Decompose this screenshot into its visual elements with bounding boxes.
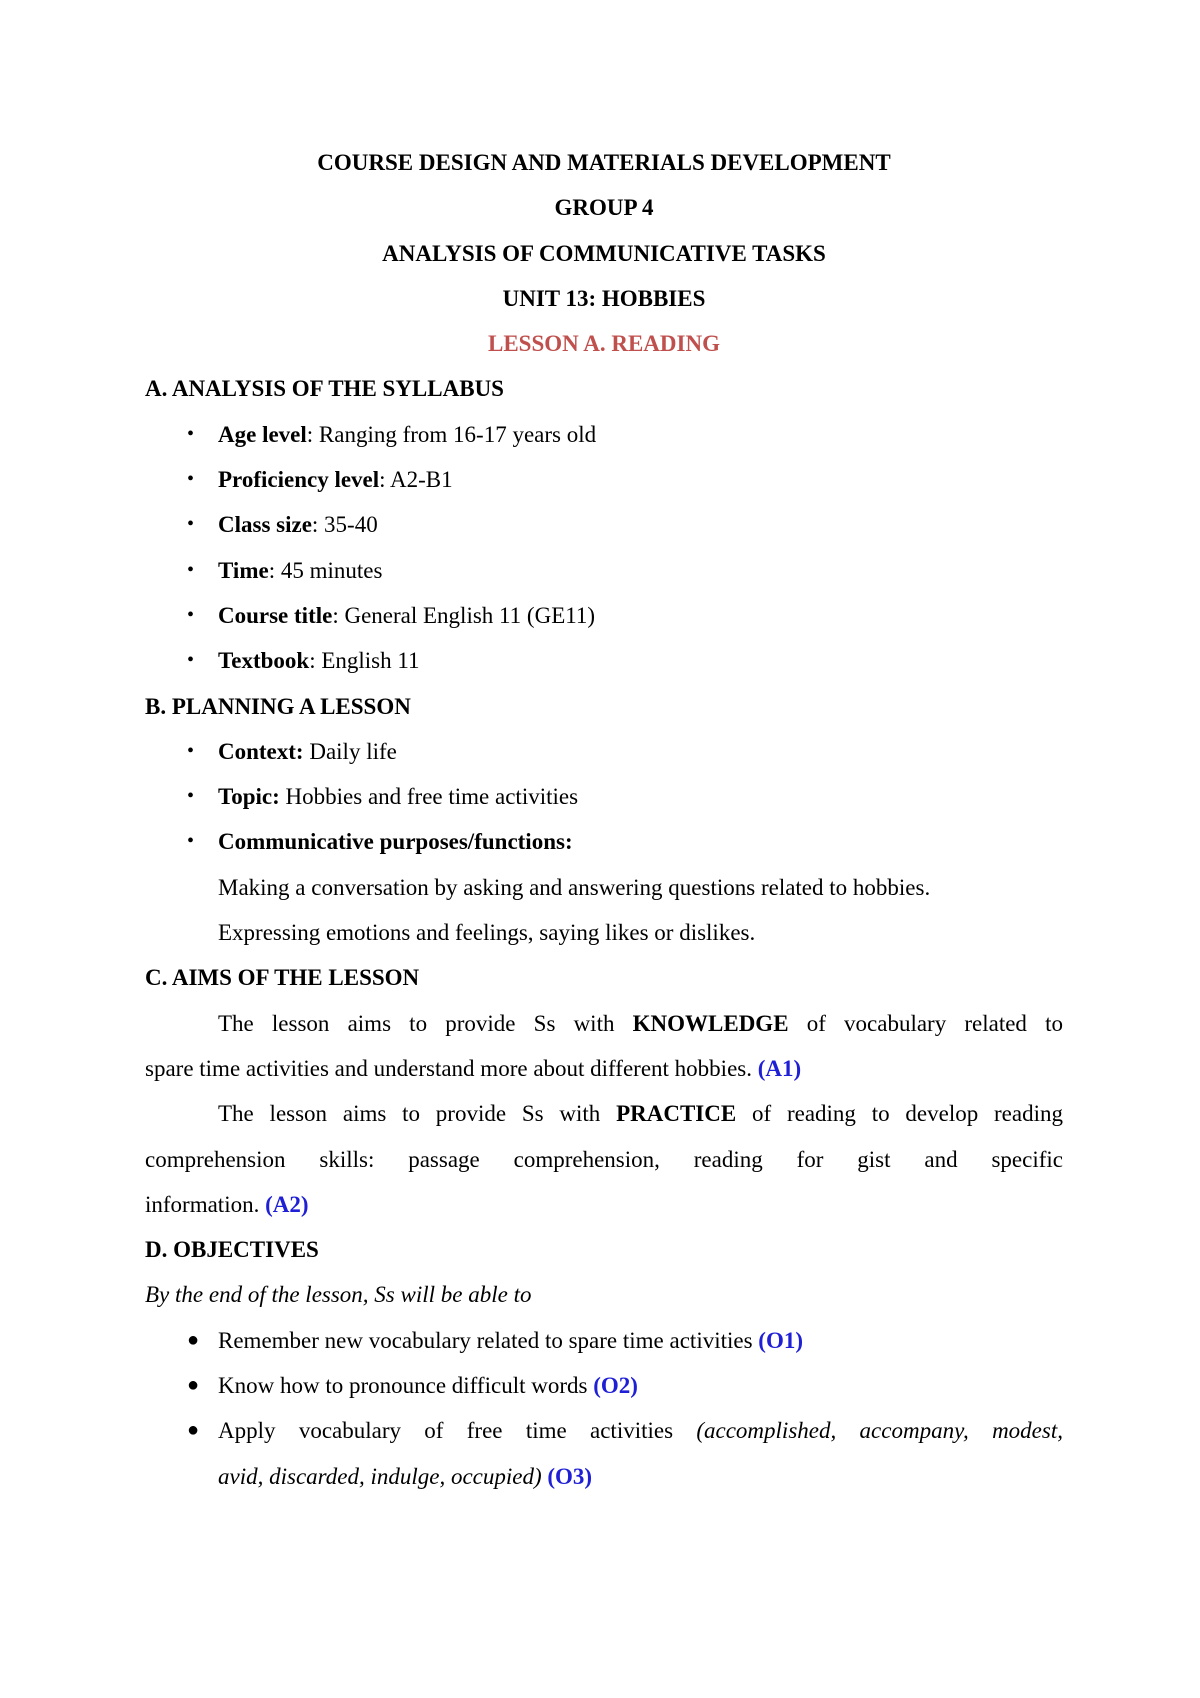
- bullet-icon: •: [187, 739, 195, 762]
- item-value: Daily life: [303, 738, 397, 764]
- aim-tag: (A1): [757, 1055, 802, 1081]
- objectives-intro: By the end of the lesson, Ss will be able to: [145, 1282, 532, 1308]
- objective-text: Remember new vocabulary related to spare time activities: [218, 1327, 759, 1353]
- aim-text: of vocabulary related to: [788, 1010, 1063, 1036]
- bullet-icon: ●: [187, 1374, 200, 1397]
- list-item: [145, 548, 1063, 593]
- objective-vocab: (accomplished, accompany, modest,: [696, 1418, 1063, 1444]
- aim-paragraph-line: [145, 1091, 1063, 1136]
- aim-text: information.: [145, 1191, 266, 1217]
- section-d-heading: D. OBJECTIVES: [145, 1237, 319, 1263]
- item-label: Textbook: [218, 648, 310, 674]
- list-item: [145, 502, 1063, 547]
- list-item: [145, 1408, 1063, 1453]
- list-item: [145, 412, 1063, 457]
- item-label: Class size: [218, 512, 312, 538]
- group-title: GROUP 4: [554, 195, 654, 221]
- item-value: Hobbies and free time activities: [279, 784, 579, 810]
- aim-paragraph-line: [145, 1046, 1063, 1091]
- bullet-icon: •: [187, 513, 195, 536]
- item-label: Topic:: [218, 784, 280, 810]
- bullet-icon: ●: [187, 1328, 200, 1351]
- aim-text: The lesson aims to provide Ss with: [218, 1010, 633, 1036]
- list-item: [145, 819, 1063, 864]
- list-item: [145, 638, 1063, 683]
- purpose-line: Making a conversation by asking and answering questions related to hobbies.: [218, 874, 931, 900]
- bullet-icon: •: [187, 830, 195, 853]
- aim-paragraph-line: [145, 1182, 1063, 1227]
- objective-text: Apply vocabulary of free time activities: [218, 1418, 697, 1444]
- item-value: : English 11: [309, 648, 420, 674]
- bullet-icon: •: [187, 603, 195, 626]
- aim-keyword: KNOWLEDGE: [632, 1010, 789, 1036]
- item-label: Course title: [218, 602, 333, 628]
- item-value: : 35-40: [311, 512, 378, 538]
- list-item: [145, 774, 1063, 819]
- item-label: Time: [218, 557, 269, 583]
- objective-vocab: avid, discarded, indulge, occupied): [218, 1463, 542, 1489]
- document-page: [145, 140, 1063, 1499]
- list-item: [145, 1363, 1063, 1408]
- item-value: : A2-B1: [379, 467, 453, 493]
- analysis-title: ANALYSIS OF COMMUNICATIVE TASKS: [382, 240, 826, 266]
- bullet-icon: ●: [187, 1419, 200, 1442]
- aim-text: The lesson aims to provide Ss with: [218, 1101, 617, 1127]
- unit-title: UNIT 13: HOBBIES: [502, 285, 706, 311]
- lesson-title: LESSON A. READING: [488, 331, 720, 357]
- objective-tag: (O2): [593, 1373, 638, 1399]
- aim-paragraph-line: comprehension skills: passage comprehension, reading for gist and specific: [145, 1146, 1063, 1172]
- objective-tag: (O1): [758, 1327, 804, 1353]
- aim-text: spare time activities and understand more about different hobbies.: [145, 1055, 758, 1081]
- section-a-heading: A. ANALYSIS OF THE SYLLABUS: [145, 376, 504, 402]
- aim-keyword: PRACTICE: [616, 1101, 737, 1127]
- purpose-line: Expressing emotions and feelings, saying likes or dislikes.: [218, 920, 756, 946]
- item-value: : 45 minutes: [268, 557, 383, 583]
- list-item-continuation: [145, 1454, 1063, 1499]
- objective-tag: (O3): [547, 1463, 593, 1489]
- item-value: : Ranging from 16-17 years old: [306, 421, 597, 447]
- list-item: [145, 1318, 1063, 1363]
- item-label: Age level: [218, 421, 307, 447]
- item-label: Proficiency level: [218, 467, 380, 493]
- bullet-icon: •: [187, 422, 195, 445]
- aim-text: of reading to develop reading: [736, 1101, 1063, 1127]
- bullet-icon: •: [187, 468, 195, 491]
- course-title: COURSE DESIGN AND MATERIALS DEVELOPMENT: [317, 150, 891, 175]
- aim-paragraph-line: [145, 1001, 1063, 1046]
- bullet-icon: •: [187, 785, 195, 808]
- bullet-icon: •: [187, 649, 195, 672]
- item-label: Communicative purposes/functions:: [218, 829, 573, 855]
- item-value: : General English 11 (GE11): [332, 602, 596, 628]
- section-c-heading: C. AIMS OF THE LESSON: [145, 965, 420, 991]
- section-b-heading: B. PLANNING A LESSON: [145, 693, 411, 719]
- bullet-icon: •: [187, 558, 195, 581]
- item-label: Context:: [218, 738, 304, 764]
- list-item: [145, 593, 1063, 638]
- objective-text: Know how to pronounce difficult words: [218, 1373, 594, 1399]
- list-item: [145, 729, 1063, 774]
- aim-tag: (A2): [265, 1191, 309, 1217]
- list-item: [145, 457, 1063, 502]
